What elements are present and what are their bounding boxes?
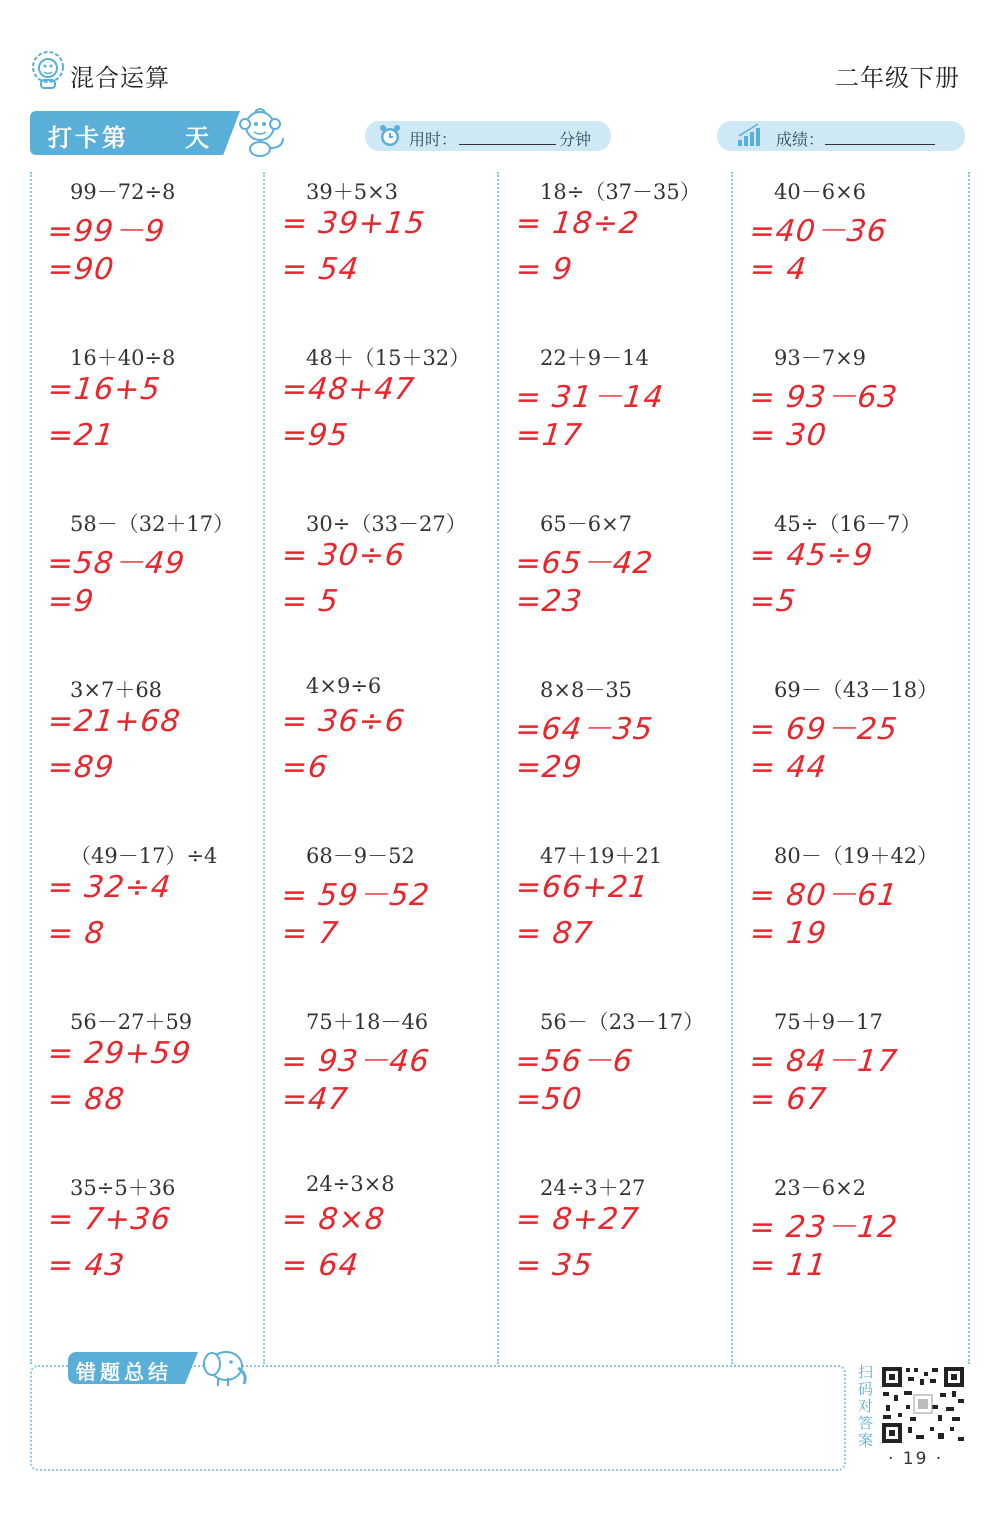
answer-step-2: = 54 bbox=[280, 252, 361, 287]
problem-expression: 75＋9－17 bbox=[774, 1010, 883, 1034]
elephant-icon bbox=[198, 1346, 252, 1388]
problem-cell bbox=[264, 172, 498, 338]
problem-expression: 69－（43－18） bbox=[774, 678, 939, 702]
problem-expression: 56－（23－17） bbox=[540, 1010, 705, 1034]
mistake-summary-label: 错题总结 bbox=[76, 1360, 172, 1384]
problem-cell bbox=[732, 338, 966, 504]
problem-cell bbox=[264, 836, 498, 1002]
answer-step-1: =40－36 bbox=[747, 214, 889, 249]
problem-cell bbox=[498, 1168, 732, 1334]
problem-cell bbox=[498, 172, 732, 338]
problem-expression: 45÷（16－7） bbox=[774, 512, 922, 536]
problem-expression: 40－6×6 bbox=[774, 180, 867, 204]
answer-step-2: = 35 bbox=[514, 1248, 595, 1283]
answer-step-2: =50 bbox=[514, 1082, 585, 1117]
problem-expression: 48＋（15＋32） bbox=[306, 346, 471, 370]
problem-expression: 65－6×7 bbox=[540, 512, 633, 536]
problem-expression: （49－17）÷4 bbox=[70, 844, 218, 868]
problem-expression: 47＋19＋21 bbox=[540, 844, 663, 868]
problem-expression: 39＋5×3 bbox=[306, 180, 399, 204]
problem-cell bbox=[264, 338, 498, 504]
answer-step-1: = 36÷6 bbox=[280, 704, 407, 739]
problem-expression: 24÷3＋27 bbox=[540, 1176, 646, 1200]
answer-step-2: = 43 bbox=[46, 1248, 127, 1283]
answer-step-2: =29 bbox=[514, 750, 585, 785]
problem-cell bbox=[732, 504, 966, 670]
answer-step-1: = 7+36 bbox=[46, 1202, 173, 1237]
page-number: · 19 · bbox=[888, 1449, 944, 1469]
answer-step-1: = 31－14 bbox=[513, 380, 666, 415]
problem-expression: 22＋9－14 bbox=[540, 346, 649, 370]
answer-step-2: = 7 bbox=[280, 916, 341, 951]
score-input[interactable] bbox=[825, 127, 935, 145]
chart-icon bbox=[736, 122, 762, 148]
answer-step-1: = 8×8 bbox=[280, 1202, 387, 1237]
answer-step-1: =21+68 bbox=[46, 704, 183, 739]
problem-expression: 24÷3×8 bbox=[306, 1172, 395, 1196]
answer-step-1: = 32÷4 bbox=[46, 870, 173, 905]
lion-icon bbox=[30, 50, 66, 90]
problem-cell bbox=[732, 172, 966, 338]
problem-expression: 23－6×2 bbox=[774, 1176, 867, 1200]
answer-step-2: = 30 bbox=[748, 418, 829, 453]
answer-step-2: = 44 bbox=[748, 750, 829, 785]
answer-step-1: =48+47 bbox=[280, 372, 417, 407]
problem-cell bbox=[30, 1002, 264, 1168]
answer-step-2: = 8 bbox=[46, 916, 107, 951]
checkin-label: 打卡第 bbox=[48, 124, 129, 152]
answer-step-2: =21 bbox=[46, 418, 117, 453]
book-title: 混合运算 bbox=[70, 64, 170, 92]
answer-step-2: = 19 bbox=[748, 916, 829, 951]
problem-expression: 56－27＋59 bbox=[70, 1010, 193, 1034]
score-label: 成绩： bbox=[776, 130, 825, 149]
answer-step-2: = 5 bbox=[280, 584, 341, 619]
problem-cell bbox=[498, 504, 732, 670]
answer-step-1: =56－6 bbox=[513, 1044, 635, 1079]
answer-step-2: = 88 bbox=[46, 1082, 127, 1117]
answer-step-1: =64－35 bbox=[513, 712, 655, 747]
problem-cell bbox=[30, 670, 264, 836]
answer-step-1: =66+21 bbox=[514, 870, 651, 905]
time-input[interactable] bbox=[459, 127, 556, 145]
scan-text: 扫码对答案 bbox=[858, 1363, 874, 1449]
problem-expression: 75＋18－46 bbox=[306, 1010, 429, 1034]
qr-code-icon[interactable] bbox=[880, 1365, 966, 1445]
answer-step-2: = 67 bbox=[748, 1082, 829, 1117]
grade-label: 二年级下册 bbox=[835, 64, 960, 92]
answer-step-1: = 93－46 bbox=[279, 1044, 432, 1079]
monkey-icon bbox=[235, 104, 290, 159]
answer-step-1: =99－9 bbox=[45, 214, 167, 249]
problem-cell bbox=[498, 338, 732, 504]
problem-expression: 93－7×9 bbox=[774, 346, 867, 370]
problem-expression: 68－9－52 bbox=[306, 844, 415, 868]
problem-cell bbox=[30, 504, 264, 670]
answer-step-2: =9 bbox=[46, 584, 97, 619]
answer-step-2: =6 bbox=[280, 750, 331, 785]
answer-step-2: = 87 bbox=[514, 916, 595, 951]
answer-step-1: = 45÷9 bbox=[748, 538, 875, 573]
answer-step-1: =58－49 bbox=[45, 546, 187, 581]
answer-step-2: = 9 bbox=[514, 252, 575, 287]
problem-cell bbox=[264, 1168, 498, 1334]
answer-step-1: = 30÷6 bbox=[280, 538, 407, 573]
problem-expression: 35÷5＋36 bbox=[70, 1176, 176, 1200]
answer-step-1: =16+5 bbox=[46, 372, 163, 407]
problem-expression: 58－（32＋17） bbox=[70, 512, 235, 536]
problem-cell bbox=[30, 172, 264, 338]
problem-cell bbox=[498, 670, 732, 836]
answer-step-2: =5 bbox=[748, 584, 799, 619]
answer-step-2: =95 bbox=[280, 418, 351, 453]
problem-expression: 8×8－35 bbox=[540, 678, 633, 702]
problem-expression: 30÷（33－27） bbox=[306, 512, 467, 536]
answer-step-1: = 29+59 bbox=[46, 1036, 194, 1071]
answer-step-1: = 80－61 bbox=[747, 878, 900, 913]
problem-cell bbox=[264, 1002, 498, 1168]
problem-cell bbox=[732, 670, 966, 836]
answer-step-2: = 64 bbox=[280, 1248, 361, 1283]
answer-step-2: =23 bbox=[514, 584, 585, 619]
answer-step-1: =65－42 bbox=[513, 546, 655, 581]
problem-cell bbox=[732, 836, 966, 1002]
answer-step-1: = 23－12 bbox=[747, 1210, 900, 1245]
answer-step-1: = 93－63 bbox=[747, 380, 900, 415]
problem-expression: 18÷（37－35） bbox=[540, 180, 701, 204]
problem-cell bbox=[732, 1168, 966, 1334]
time-label: 用时： bbox=[409, 130, 458, 149]
problem-cell bbox=[30, 1168, 264, 1334]
problem-expression: 80－（19＋42） bbox=[774, 844, 939, 868]
answer-step-1: = 69－25 bbox=[747, 712, 900, 747]
problem-expression: 16＋40÷8 bbox=[70, 346, 176, 370]
problem-cell bbox=[30, 338, 264, 504]
clock-icon bbox=[378, 124, 402, 148]
problem-cell bbox=[264, 670, 498, 836]
problem-expression: 4×9÷6 bbox=[306, 674, 382, 698]
answer-step-2: =90 bbox=[46, 252, 117, 287]
problem-cell bbox=[30, 836, 264, 1002]
answer-step-1: = 8+27 bbox=[514, 1202, 641, 1237]
problem-expression: 3×7＋68 bbox=[70, 678, 163, 702]
answer-step-2: =47 bbox=[280, 1082, 351, 1117]
answer-step-1: = 59－52 bbox=[279, 878, 432, 913]
problem-expression: 99－72÷8 bbox=[70, 180, 176, 204]
answer-step-1: = 84－17 bbox=[747, 1044, 900, 1079]
answer-step-2: = 11 bbox=[748, 1248, 829, 1283]
problem-cell bbox=[732, 1002, 966, 1168]
problem-cell bbox=[498, 836, 732, 1002]
answer-step-2: =89 bbox=[46, 750, 117, 785]
problem-cell bbox=[498, 1002, 732, 1168]
time-unit: 分钟 bbox=[559, 130, 592, 149]
checkin-day-unit: 天 bbox=[185, 124, 209, 152]
answer-step-1: = 18÷2 bbox=[514, 206, 641, 241]
problem-cell bbox=[264, 504, 498, 670]
answer-step-2: =17 bbox=[514, 418, 585, 453]
answer-step-2: = 4 bbox=[748, 252, 809, 287]
answer-step-1: = 39+15 bbox=[280, 206, 428, 241]
